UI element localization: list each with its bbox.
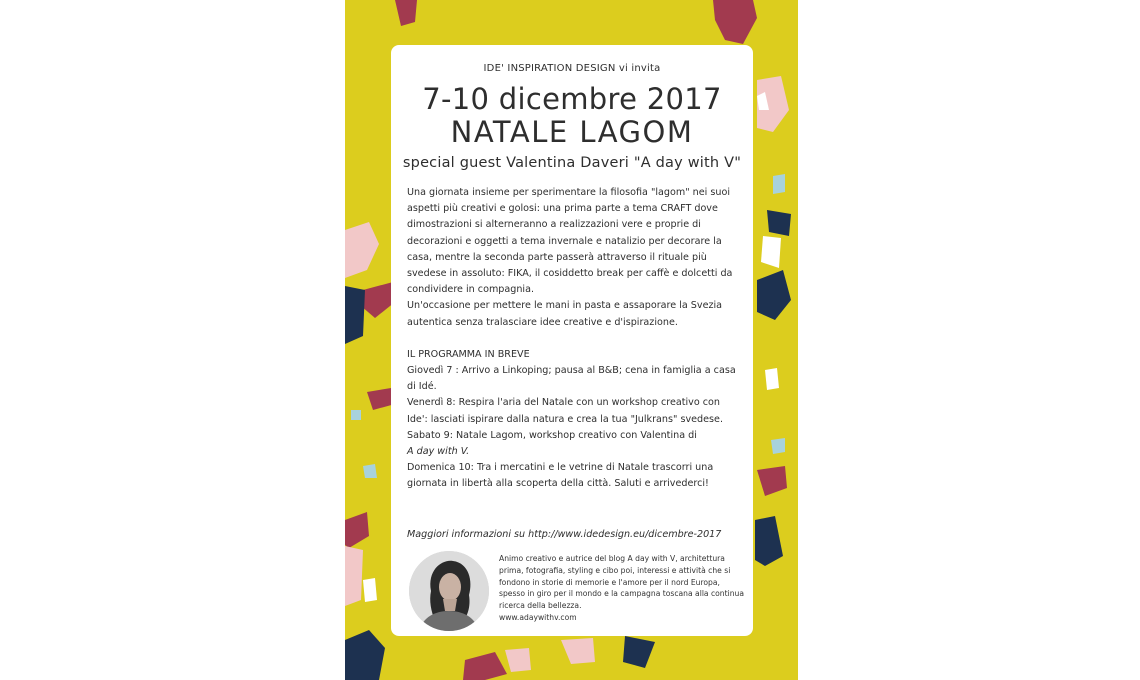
invite-line: IDE' INSPIRATION DESIGN vi invita	[483, 63, 661, 74]
program-day-3-blog: A day with V.	[407, 446, 470, 458]
more-info-link[interactable]: Maggiori informazioni su http://www.idedesign.eu/dicembre-2017	[407, 529, 722, 540]
program-day-4: Domenica 10: Tra i mercatini e le vetrine di Natale trascorri una giornata in libertà alla scoperta della città. Saluti e arrivederci!	[407, 462, 714, 490]
guest-bio	[499, 553, 745, 624]
event-title: NATALE LAGOM	[450, 115, 694, 149]
bio-text: Animo creativo e autrice del blog A day with V, architettura prima, fotografia, styling e cibo poi, interessi e attività che si fondono in storie di memorie e l'amore per il nord Europa, spesso in giro per il mondo e la campagna toscana alla continua ricerca della bellezza.	[499, 554, 744, 611]
program-title: IL PROGRAMMA IN BREVE	[407, 348, 530, 360]
invitation-card	[391, 45, 753, 636]
blog-link[interactable]: www.adaywithv.com	[499, 612, 577, 622]
intro-paragraph: Una giornata insieme per sperimentare la filosofia "lagom" nei suoi aspetti più creativi e golosi: una prima parte a tema CRAFT dove dimostrazioni si alterneranno a realizzazioni vere e proprie di decorazioni e oggetti a tema invernale e natalizio per decorare la casa, mentre la seconda parte passerà attraverso il rituale più svedese in assoluto: FIKA, il cosiddetto break per caffè e dolcetti da condividere in compagnia.	[407, 187, 733, 296]
program-day-3: Sabato 9: Natale Lagom, workshop creativo con Valentina di	[407, 429, 697, 441]
special-guest: special guest Valentina Daveri "A day with V"	[402, 155, 742, 171]
event-dates: 7-10 dicembre 2017	[422, 82, 722, 116]
portrait-illustration	[409, 551, 489, 631]
event-description	[407, 185, 737, 493]
intro-paragraph-2: Un'occasione per mettere le mani in pasta e assaporare la Svezia autentica senza tralasciare idee creative e d'ispirazione.	[407, 300, 723, 328]
program-day-2: Venerdì 8: Respira l'aria del Natale con un workshop creativo con Ide': lasciati ispirare dalla natura e crea la tua "Julkrans" svedese.	[407, 397, 723, 425]
program-day-1: Giovedì 7 : Arrivo a Linkoping; pausa al B&B; cena in famiglia a casa di Idé.	[407, 365, 736, 393]
guest-avatar	[409, 551, 489, 631]
